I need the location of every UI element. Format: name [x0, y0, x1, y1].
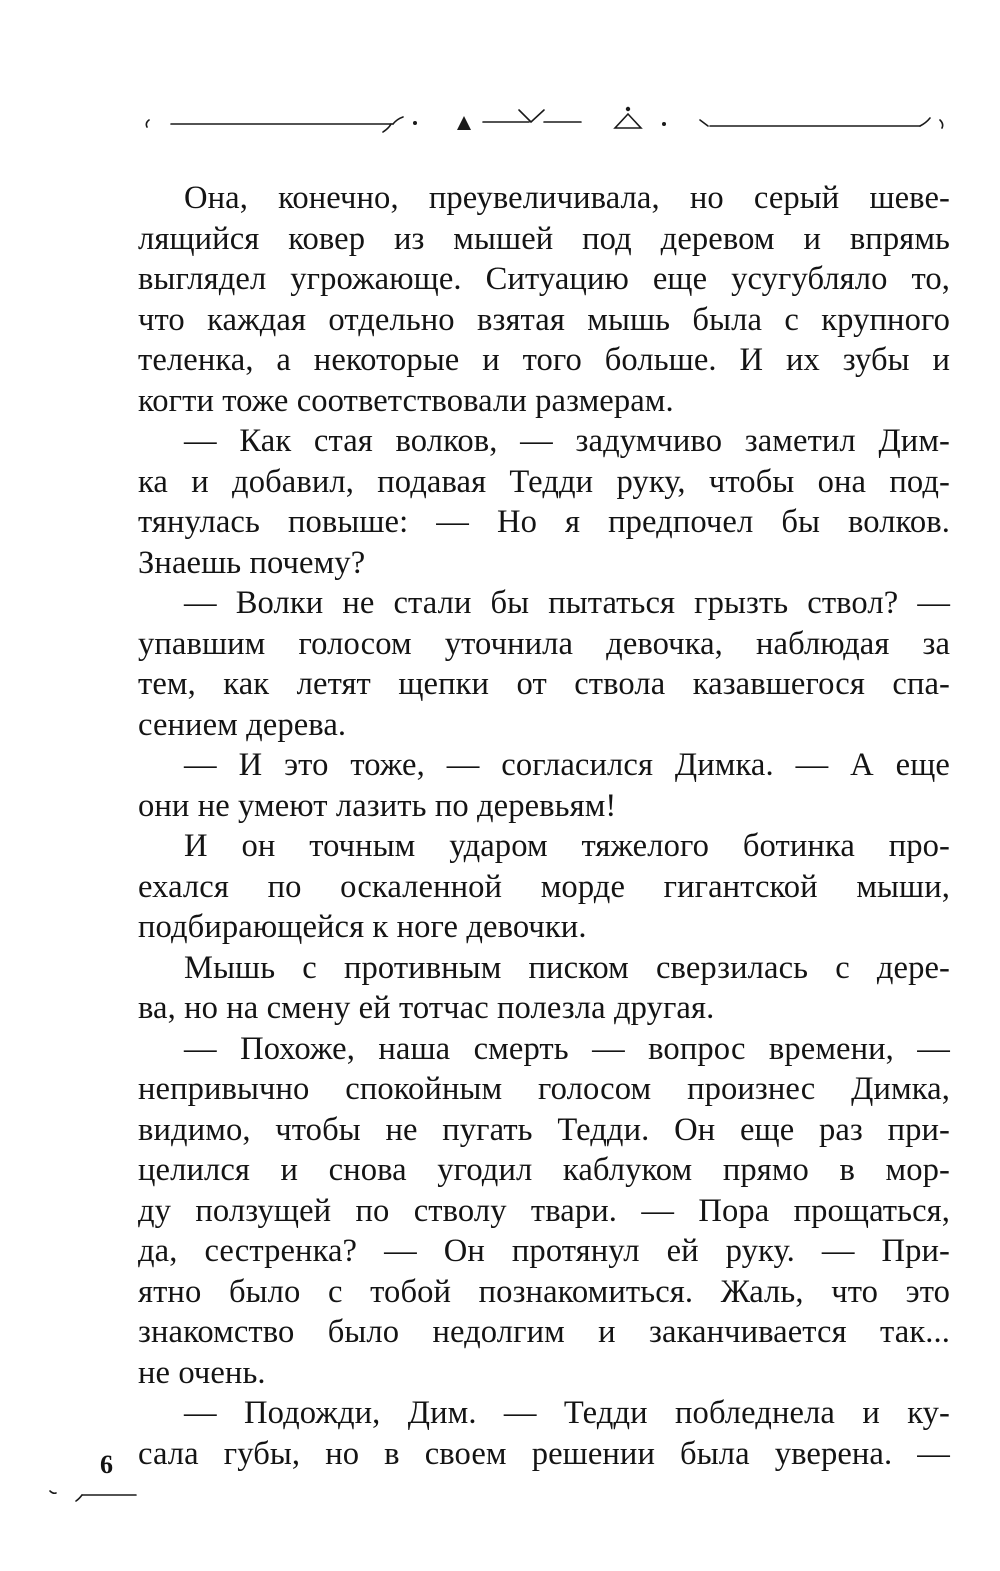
footer-ornament	[46, 1485, 146, 1507]
text-line: Мышь с противным писком сверзилась с дере-	[184, 949, 950, 986]
text-line: тем, как летят щепки от ствола казавшегося спа-	[138, 666, 950, 702]
text-line: целился и снова угодил каблуком прямо в мор-	[138, 1152, 950, 1188]
text-line: — Волки не стали бы пытаться грызть ствол? —	[184, 585, 950, 621]
text-line: знакомство было недолгим и заканчивается так...	[138, 1314, 950, 1350]
text-line: — Подожди, Дим. — Тедди побледнела и ку-	[184, 1395, 950, 1431]
text-line: видимо, чтобы не пугать Тедди. Он еще раз при-	[138, 1111, 950, 1148]
text-line: когти тоже соответствовали размерам.	[138, 382, 674, 419]
text-line: — Как стая волков, — задумчиво заметил Дим-	[184, 423, 950, 459]
text-line: что каждая отдельно взятая мышь была с крупного	[138, 301, 950, 338]
text-line: они не умеют лазить по деревьям!	[138, 787, 617, 824]
text-line: Она, конечно, преувеличивала, но серый шеве-	[184, 180, 950, 216]
body-text	[138, 178, 950, 1474]
text-line: И он точным ударом тяжелого ботинка про-	[184, 828, 950, 864]
text-line: ятно было с тобой познакомиться. Жаль, что это	[138, 1273, 950, 1310]
text-line: лящийся ковер из мышей под деревом и впрямь	[138, 220, 950, 257]
header-ornament	[135, 92, 955, 142]
text-line: — Похоже, наша смерть — вопрос времени, —	[184, 1030, 950, 1067]
text-line: ва, но на смену ей тотчас полезла другая.	[138, 990, 715, 1026]
text-line: ехался по оскаленной морде гигантской мыши,	[138, 868, 950, 905]
text-line: да, сестренка? — Он протянул ей руку. — При-	[138, 1233, 950, 1269]
text-line: упавшим голосом уточнила девочка, наблюдая за	[138, 625, 950, 662]
text-line: подбирающейся к ноге девочки.	[138, 909, 587, 945]
text-line: ка и добавил, подавая Тедди руку, чтобы она под-	[138, 463, 950, 500]
text-line: непривычно спокойным голосом произнес Димка,	[138, 1071, 950, 1107]
page-number: 6	[100, 1450, 113, 1479]
text-line: Знаешь почему?	[138, 544, 366, 581]
text-line: теленка, а некоторые и того больше. И их зубы и	[138, 342, 950, 378]
text-line: тянулась повыше: — Но я предпочел бы волков.	[138, 504, 950, 540]
text-line: не очень.	[138, 1354, 266, 1391]
text-line: выглядел угрожающе. Ситуацию еще усугубляло то,	[138, 261, 950, 297]
text-line: сала губы, но в своем решении была уверена. —	[138, 1435, 950, 1472]
text-line: — И это тоже, — согласился Димка. — А еще	[184, 747, 950, 783]
text-line: сением дерева.	[138, 706, 347, 743]
text-line: ду ползущей по стволу твари. — Пора прощаться,	[138, 1192, 950, 1229]
